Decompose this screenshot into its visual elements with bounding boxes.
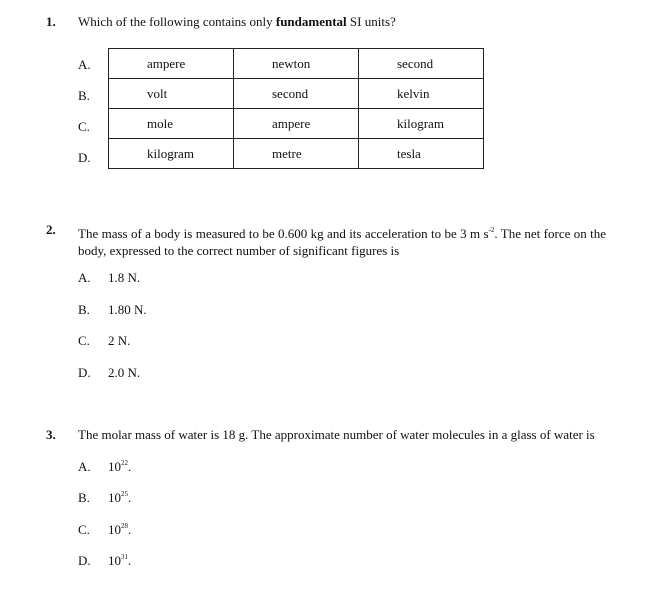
q2-option-a-value[interactable]: 1.8 N.	[108, 270, 141, 285]
q2-option-b-label[interactable]: B.	[78, 302, 90, 317]
question-2-number: 2.	[46, 222, 56, 237]
table-row	[109, 49, 484, 79]
q3-option-c-end: .	[128, 522, 132, 537]
table-cell: kelvin	[359, 79, 484, 109]
q3-option-b-exp: 25	[121, 490, 128, 498]
table-row	[109, 109, 484, 139]
question-1-number: 1.	[46, 14, 56, 29]
q2-option-d-label[interactable]: D.	[78, 365, 91, 380]
q2-option-a-label[interactable]: A.	[78, 270, 91, 285]
q1-text-after: SI units?	[346, 14, 396, 29]
table-cell: kilogram	[109, 139, 234, 169]
question-3-text: The molar mass of water is 18 g. The approximate number of water molecules in a glass of water is	[78, 427, 595, 442]
q3-option-d-exp: 31	[121, 553, 128, 561]
q3-option-a-label[interactable]: A.	[78, 459, 91, 474]
q2-text-part1: The mass of a body is measured to be 0.600 kg and its acceleration to be 3 m s	[78, 226, 489, 241]
table-cell: ampere	[234, 109, 359, 139]
q1-text-bold: fundamental	[275, 14, 347, 29]
q3-option-b-value[interactable]	[108, 490, 131, 506]
table-cell: second	[359, 49, 484, 79]
table-cell: metre	[234, 139, 359, 169]
q1-option-c-label[interactable]: C.	[78, 119, 90, 134]
table-cell: ampere	[109, 49, 234, 79]
question-1-text	[78, 14, 396, 30]
q3-option-c-label[interactable]: C.	[78, 522, 90, 537]
q3-option-d-value[interactable]	[108, 553, 131, 569]
q3-option-d-base: 10	[108, 553, 121, 568]
table-cell: tesla	[359, 139, 484, 169]
q3-option-b-end: .	[128, 490, 132, 505]
q3-option-b-base: 10	[108, 490, 121, 505]
q1-text-before: Which of the following contains only	[78, 14, 276, 29]
q3-option-a-base: 10	[108, 459, 121, 474]
q2-text-part2: . The net force on the body, expressed to the correct number of significant figures is	[78, 226, 606, 258]
q2-option-b-value[interactable]: 1.80 N.	[108, 302, 147, 317]
q1-option-d-label[interactable]: D.	[78, 150, 91, 165]
q1-option-b-label[interactable]: B.	[78, 88, 90, 103]
question-3-number: 3.	[46, 427, 56, 442]
q2-option-c-label[interactable]: C.	[78, 333, 90, 348]
q2-text-sup: -2	[488, 226, 495, 234]
q3-option-a-end: .	[128, 459, 132, 474]
q3-option-c-value[interactable]	[108, 522, 131, 538]
table-cell: kilogram	[359, 109, 484, 139]
table-row	[109, 79, 484, 109]
q3-option-a-exp: 22	[121, 459, 128, 467]
table-cell: mole	[109, 109, 234, 139]
q3-option-a-value[interactable]	[108, 459, 131, 475]
q1-option-a-label[interactable]: A.	[78, 57, 91, 72]
q2-option-d-value[interactable]: 2.0 N.	[108, 365, 141, 380]
q2-option-c-value[interactable]: 2 N.	[108, 333, 131, 348]
q3-option-c-exp: 28	[121, 522, 128, 530]
q1-units-table	[108, 48, 484, 169]
q3-option-c-base: 10	[108, 522, 121, 537]
question-2-text	[78, 222, 606, 259]
q3-option-b-label[interactable]: B.	[78, 490, 90, 505]
table-cell: newton	[234, 49, 359, 79]
table-cell: volt	[109, 79, 234, 109]
q3-option-d-end: .	[128, 553, 132, 568]
table-cell: second	[234, 79, 359, 109]
q3-option-d-label[interactable]: D.	[78, 553, 91, 568]
table-row	[109, 139, 484, 169]
